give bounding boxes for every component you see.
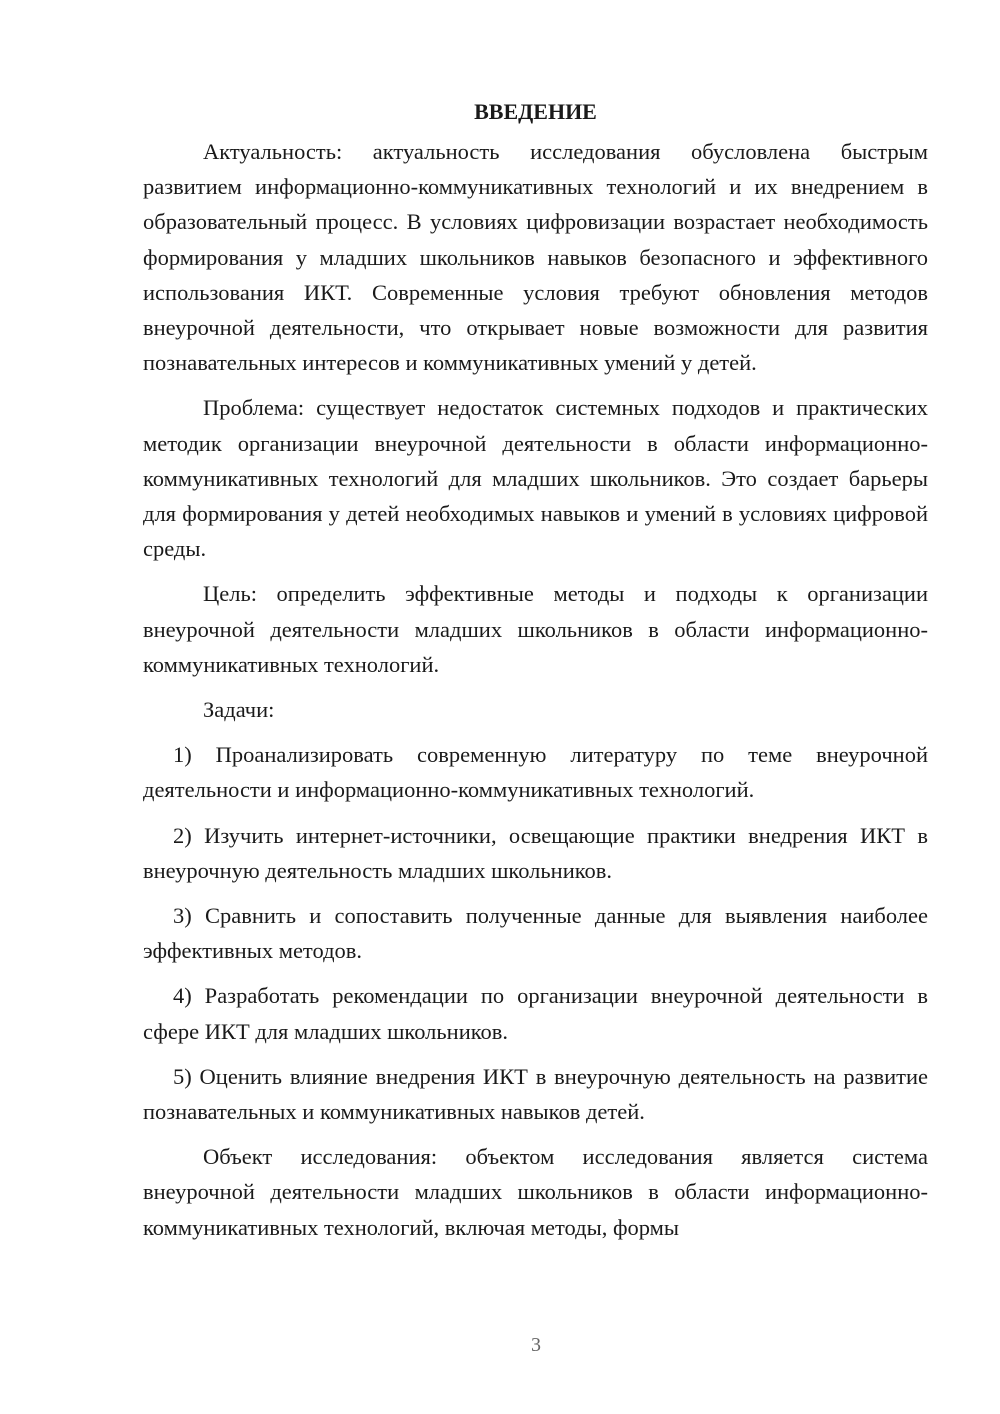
task-item-3: 3) Сравнить и сопоставить полученные данные для выявления наиболее эффективных методов.: [143, 903, 928, 964]
problem-paragraph: Проблема: существует недостаток системных подходов и практических методик организации внеурочной деятельности в области информационно-коммуникативных технологий для младших школьников. Это создает барьеры для формирования у детей необходимых навыков и умений в условиях цифровой среды.: [143, 395, 928, 562]
relevance-paragraph: Актуальность: актуальность исследования обусловлена быстрым развитием информационно-коммуникативных технологий и их внедрением в образовательный процесс. В условиях цифровизации возрастает необходимость формирования у младших школьников навыков безопасного и эффективного использования ИКТ. Современные условия требуют обновления методов внеурочной деятельности, что открывает новые возможности для развития познавательных интересов и коммуникативных умений у детей.: [143, 139, 928, 376]
section-title: ВВЕДЕНИЕ: [474, 99, 597, 124]
task-item-1: 1) Проанализировать современную литературу по теме внеурочной деятельности и информационно-коммуникативных технологий.: [143, 742, 928, 803]
task-item-4: 4) Разработать рекомендации по организации внеурочной деятельности в сфере ИКТ для младших школьников.: [143, 983, 928, 1044]
object-paragraph: Объект исследования: объектом исследования является система внеурочной деятельности младших школьников в области информационно-коммуникативных технологий, включая методы, формы: [143, 1144, 928, 1240]
task-item-2: 2) Изучить интернет-источники, освещающие практики внедрения ИКТ в внеурочную деятельность младших школьников.: [143, 822, 928, 883]
tasks-heading: Задачи:: [203, 697, 275, 723]
document-page: [143, 94, 928, 1245]
goal-paragraph: Цель: определить эффективные методы и подходы к организации внеурочной деятельности младших школьников в области информационно-коммуникативных технологий.: [143, 581, 928, 677]
page-number: 3: [531, 1334, 541, 1356]
task-item-5: 5) Оценить влияние внедрения ИКТ в внеурочную деятельность на развитие познавательных и коммуникативных навыков детей.: [143, 1063, 928, 1125]
